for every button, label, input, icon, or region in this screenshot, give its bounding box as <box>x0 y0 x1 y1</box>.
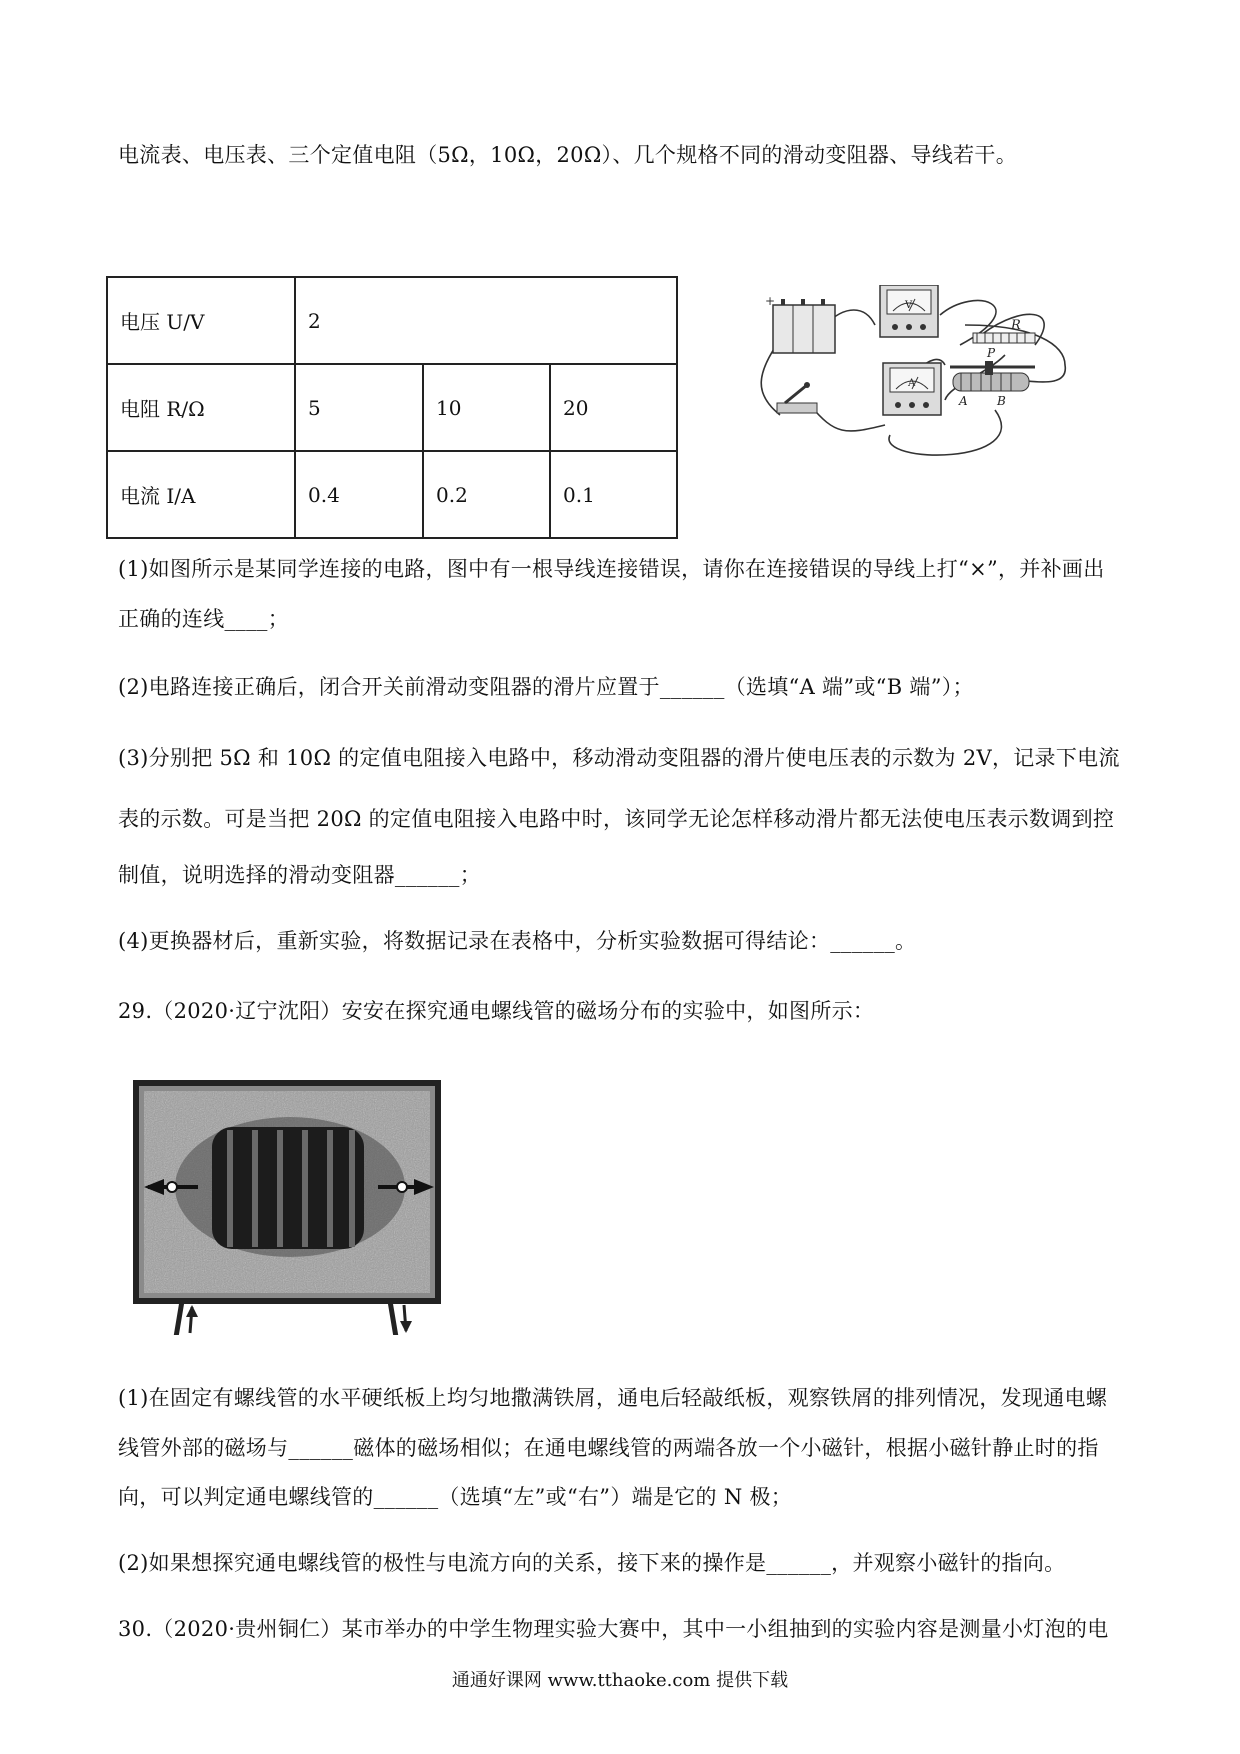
q30-title: 30.（2020·贵州铜仁）某市举办的中学生物理实验大赛中，其中一小组抽到的实验内容是测量小灯泡的电 <box>118 1617 1109 1641</box>
q28-part3-line2: 表的示数。可是当把 20Ω 的定值电阻接入电路中时，该同学无论怎样移动滑片都无法使电压表示数调到控 <box>118 807 1115 831</box>
circuit-figure <box>735 285 1105 475</box>
q28-part2: (2)电路连接正确后，闭合开关前滑动变阻器的滑片应置于______（选填“A 端”或“B 端”）； <box>118 675 974 699</box>
q29-part1-line1: (1)在固定有螺线管的水平硬纸板上均匀地撒满铁屑，通电后轻敲纸板，观察铁屑的排列情况，发现通电螺 <box>118 1386 1108 1410</box>
current-value: 0.4 <box>295 451 423 538</box>
q28-part1-line2: 正确的连线____； <box>118 607 289 631</box>
current-arrow-icon <box>176 1301 198 1335</box>
circuit-label: P <box>987 346 996 360</box>
resistance-value: 5 <box>295 364 423 451</box>
current-value: 0.2 <box>423 451 550 538</box>
q29-title: 29.（2020·辽宁沈阳）安安在探究通电螺线管的磁场分布的实验中，如图所示： <box>118 999 875 1023</box>
solenoid-figure <box>130 1075 450 1335</box>
data-table <box>106 276 678 539</box>
circuit-label: + <box>765 294 776 308</box>
circuit-label: R <box>1011 318 1021 333</box>
current-arrow-icon <box>390 1301 412 1335</box>
q28-part3-line3: 制值，说明选择的滑动变阻器______； <box>118 863 481 887</box>
battery-icon <box>773 299 835 353</box>
q28-part1-line1: (1)如图所示是某同学连接的电路，图中有一根导线连接错误，请你在连接错误的导线上打“×”，并补画出 <box>118 557 1105 581</box>
intro-line: 电流表、电压表、三个定值电阻（5Ω，10Ω，20Ω）、几个规格不同的滑动变阻器、导线若干。 <box>118 143 1018 167</box>
voltmeter-icon <box>880 285 938 337</box>
switch-icon <box>777 382 817 413</box>
q29-part1-line2: 线管外部的磁场与______磁体的磁场相似；在通电螺线管的两端各放一个小磁针，根据小磁针静止时的指 <box>118 1436 1099 1460</box>
q29-part2: (2)如果想探究通电螺线管的极性与电流方向的关系，接下来的操作是______，并观察小磁针的指向。 <box>118 1551 1066 1575</box>
current-value: 0.1 <box>550 451 677 538</box>
resistance-label: 电阻 R/Ω <box>107 364 295 451</box>
solenoid-coil-icon <box>175 1117 405 1257</box>
resistor-icon <box>973 333 1035 343</box>
page-footer: 通通好课网 www.tthaoke.com 提供下载 <box>451 1670 789 1691</box>
circuit-label: A <box>908 378 916 389</box>
resistance-value: 10 <box>423 364 550 451</box>
q28-part3-line1: (3)分别把 5Ω 和 10Ω 的定值电阻接入电路中，移动滑动变阻器的滑片使电压表的示数为 2V，记录下电流 <box>118 746 1120 770</box>
q28-part4: (4)更换器材后，重新实验，将数据记录在表格中，分析实验数据可得结论：______。 <box>118 929 917 953</box>
circuit-label: V <box>905 300 913 311</box>
voltage-value: 2 <box>295 277 677 364</box>
q29-part1-line3: 向，可以判定通电螺线管的______（选填“左”或“右”）端是它的 N 极； <box>118 1485 793 1509</box>
ammeter-icon <box>883 363 941 415</box>
circuit-label: A <box>959 394 968 408</box>
voltage-label: 电压 U/V <box>107 277 295 364</box>
rheostat-icon <box>950 361 1035 391</box>
circuit-label: B <box>997 394 1006 408</box>
resistance-value: 20 <box>550 364 677 451</box>
current-label: 电流 I/A <box>107 451 295 538</box>
